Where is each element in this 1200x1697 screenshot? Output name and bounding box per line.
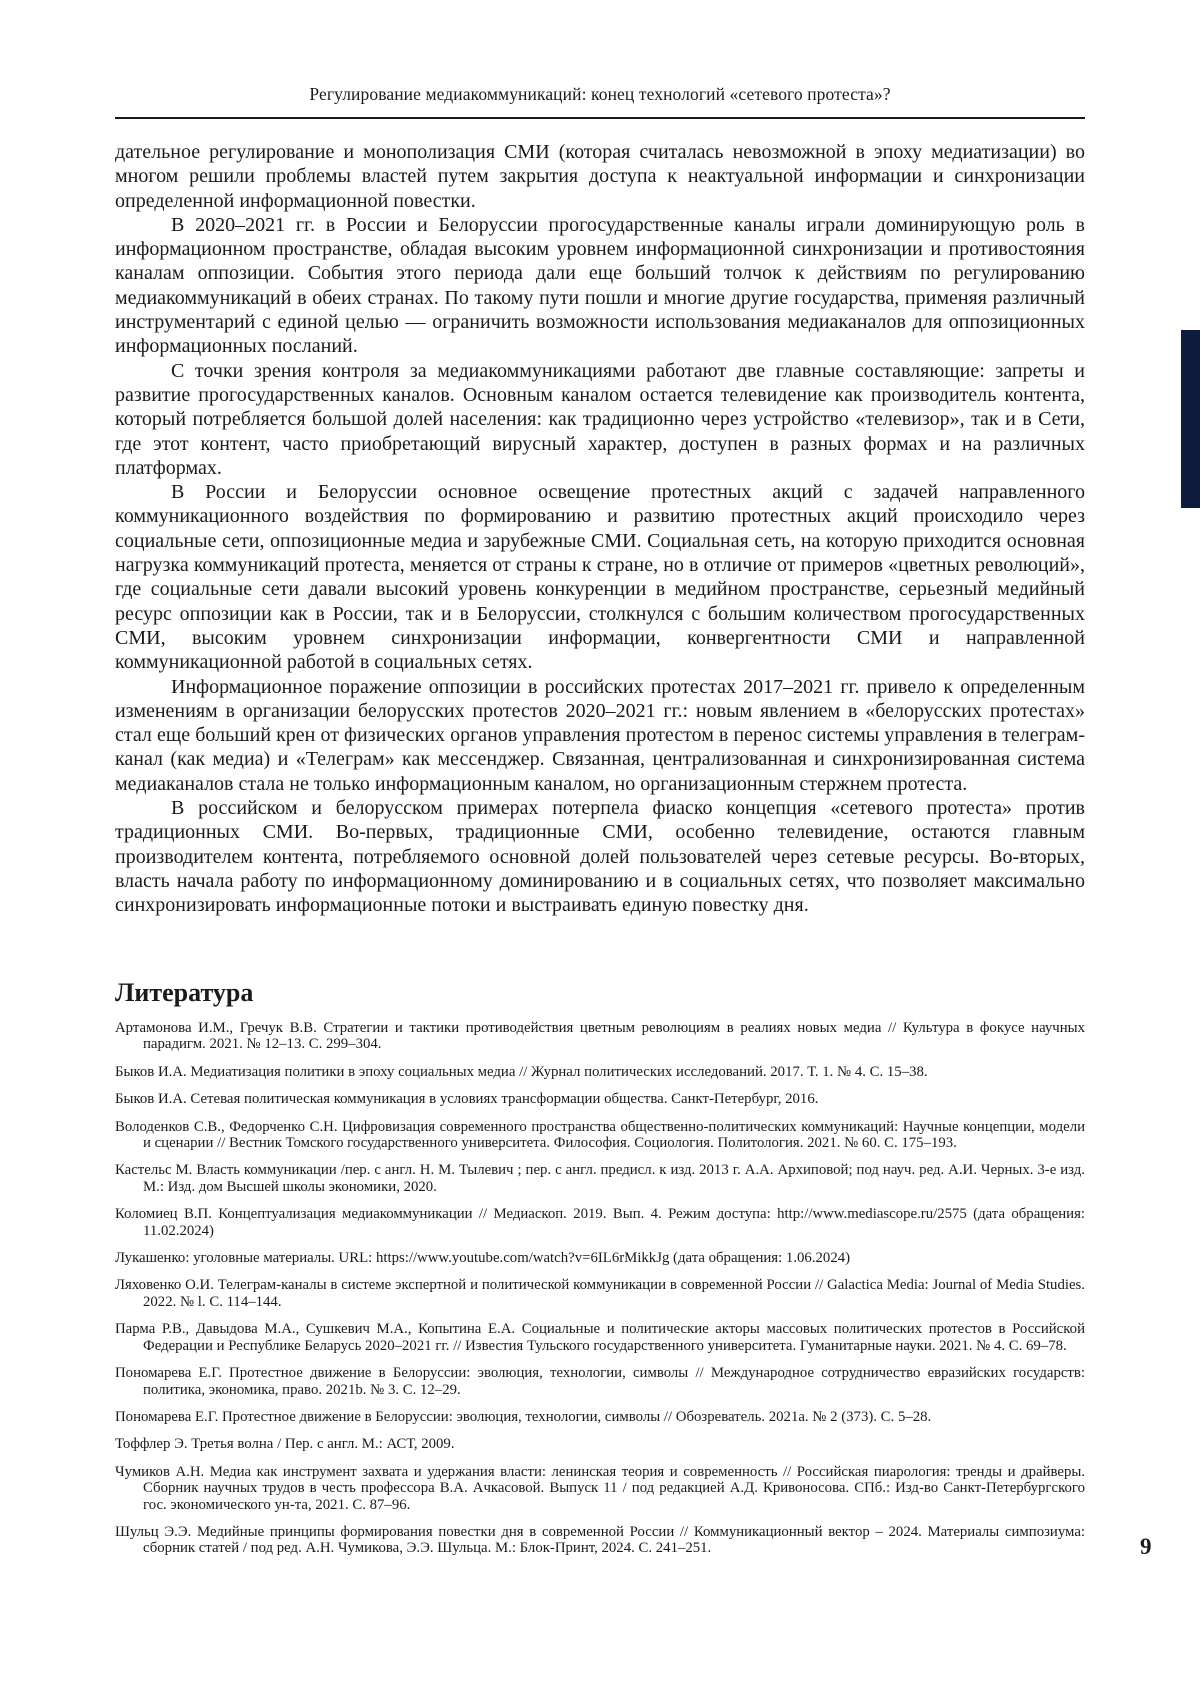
article-body [115,140,1085,918]
reference-item: Пономарева Е.Г. Протестное движение в Белоруссии: эволюция, технологии, символы // Международное сотрудничество евразийских государств: политика, экономика, право. 2021b. № 3. С. 12–29. [115,1365,1085,1398]
reference-item: Артамонова И.М., Гречук В.В. Стратегии и тактики противодействия цветным революциям в реалиях новых медиа // Культура в фокусе научных парадигм. 2021. № 12–13. С. 299–304. [115,1020,1085,1053]
reference-item: Шульц Э.Э. Медийные принципы формирования повестки дня в современной России // Коммуникационный вектор – 2024. Материалы симпозиума: сборник статей / под ред. А.Н. Чумикова, Э.Э. Шульца. М.: Блок-Принт, 2024. С. 241–251. [115,1524,1085,1557]
reference-item: Коломиец В.П. Концептуализация медиакоммуникации // Медиаскоп. 2019. Вып. 4. Режим доступа: http://www.mediascope.ru/2575 (дата обращения: 11.02.2024) [115,1206,1085,1239]
reference-item: Володенков С.В., Федорченко С.Н. Цифровизация современного пространства общественно-политических коммуникаций: Научные концепции, модели и сценарии // Вестник Томского государственного университета. Философия. Социология. Политология. 2021. № 60. С. 175–193. [115,1119,1085,1152]
paragraph-3: С точки зрения контроля за медиакоммуникациями работают две главные составляющие: запреты и развитие прогосударственных каналов. Основным каналом остается телевидение как производитель контента, который потребляется большой долей населения: как традиционно через устройство «телевизор», так и в Сети, где этот контент, часто приобретающий вирусный характер, доступен в разных формах и на различных платформах. [115,359,1085,480]
reference-item: Тоффлер Э. Третья волна / Пер. с англ. М.: АСТ, 2009. [115,1436,1085,1452]
paragraph-5: Информационное поражение оппозиции в российских протестах 2017–2021 гг. привело к определенным изменениям в организации белорусских протестов 2020–2021 гг.: новым явлением в «белорусских протестах» стал еще больший крен от физических органов управления протестом в перенос системы управления в телеграм-канал (как медиа) и «Телеграм» как мессенджер. Связанная, централизованная и синхронизированная система медиаканалов стала не только информационным каналом, но организационным стержнем протеста. [115,675,1085,796]
reference-item: Ляховенко О.И. Телеграм-каналы в системе экспертной и политической коммуникации в современной России // Galactica Media: Journal of Media Studies. 2022. № l. С. 114–144. [115,1277,1085,1310]
section-edge-tab [1181,330,1200,508]
reference-item: Чумиков А.Н. Медиа как инструмент захвата и удержания власти: ленинская теория и современность // Российская пиарология: тренды и драйверы. Сборник научных трудов в честь профессора В.А. Ачкасовой. Выпуск 11 / под редакцией А.Д. Кривоносова. СПб.: Изд-во Санкт-Петербургского гос. экономического ун-та, 2021. С. 87–96. [115,1464,1085,1513]
paragraph-2: В 2020–2021 гг. в России и Белоруссии прогосударственные каналы играли доминирующую роль в информационном пространстве, обладая высоким уровнем информационной синхронизации и противостояния каналам оппозиции. События этого периода дали еще больший толчок к действиям по регулированию медиакоммуникаций в обеих странах. По такому пути пошли и многие другие государства, применяя различный инструментарий с единой целью — ограничить возможности использования медиаканалов для оппозиционных информационных посланий. [115,213,1085,359]
references-heading: Литература [115,978,253,1008]
paragraph-1: дательное регулирование и монополизация СМИ (которая считалась невозможной в эпоху медиатизации) во многом решили проблемы властей путем закрытия доступа к неактуальной информации и синхронизации определенной информационной повестки. [115,140,1085,213]
reference-item: Пономарева Е.Г. Протестное движение в Белоруссии: эволюция, технологии, символы // Обозреватель. 2021a. № 2 (373). С. 5–28. [115,1409,1085,1425]
running-title: Регулирование медиакоммуникаций: конец технологий «сетевого протеста»? [115,84,1085,105]
reference-item: Парма Р.В., Давыдова М.А., Сушкевич М.А., Копытина Е.А. Социальные и политические акторы массовых политических протестов в Российской Федерации и Республике Беларусь 2020–2021 гг. // Известия Тульского государственного университета. Гуманитарные науки. 2021. № 4. С. 69–78. [115,1321,1085,1354]
reference-item: Быков И.А. Медиатизация политики в эпоху социальных медиа // Журнал политических исследований. 2017. Т. 1. № 4. С. 15–38. [115,1064,1085,1080]
paragraph-6: В российском и белорусском примерах потерпела фиаско концепция «сетевого протеста» против традиционных СМИ. Во-первых, традиционные СМИ, особенно телевидение, остаются главным производителем контента, потребляемого основной долей пользователей через сетевые ресурсы. Во-вторых, власть начала работу по информационному доминированию и в социальных сетях, что позволяет максимально синхронизировать информационные потоки и выстраивать единую повестку дня. [115,796,1085,917]
reference-item: Лукашенко: уголовные материалы. URL: https://www.youtube.com/watch?v=6IL6rMikkJg (дата обращения: 1.06.2024) [115,1250,1085,1266]
page-number: 9 [1140,1534,1152,1560]
reference-item: Быков И.А. Сетевая политическая коммуникация в условиях трансформации общества. Санкт-Петербург, 2016. [115,1091,1085,1107]
references-list [115,1020,1085,1568]
reference-item: Кастельс М. Власть коммуникации /пер. с англ. Н. М. Тылевич ; пер. с англ. предисл. к изд. 2013 г. А.А. Архиповой; под науч. ред. А.И. Черных. 3-е изд. М.: Изд. дом Высшей школы экономики, 2020. [115,1162,1085,1195]
paragraph-4: В России и Белоруссии основное освещение протестных акций с задачей направленного коммуникационного воздействия по формированию и развитию протестных акций происходило через социальные сети, оппозиционные медиа и зарубежные СМИ. Социальная сеть, на которую приходится основная нагрузка коммуникаций протеста, меняется от страны к стране, но в отличие от примеров «цветных революций», где социальные сети давали высокий уровень конкуренции в медийном пространстве, серьезный медийный ресурс оппозиции как в России, так и в Белоруссии, столкнулся с большим количеством прогосударственных СМИ, высоким уровнем синхронизации информации, конвергентности СМИ и направленной коммуникационной работой в социальных сетях. [115,480,1085,674]
header-divider [115,117,1085,119]
